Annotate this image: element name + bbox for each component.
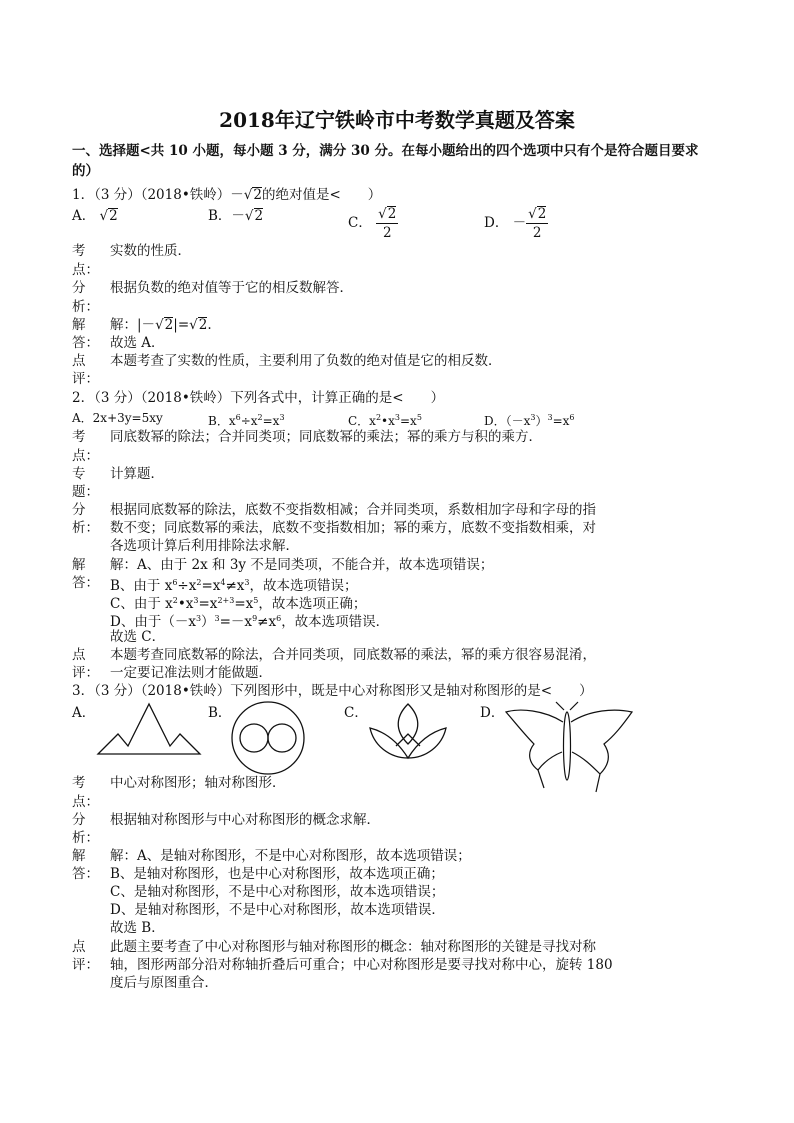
text: 解：|－	[110, 317, 156, 333]
exponent: 6	[569, 413, 575, 422]
label-fen: 分	[72, 280, 86, 296]
text: ≠x	[225, 578, 245, 594]
exponent: 3	[279, 413, 285, 422]
sqrt-symbol: √	[155, 317, 164, 333]
text: B．x	[208, 414, 236, 428]
text: •x	[177, 596, 194, 612]
exponent: 4	[220, 578, 226, 587]
q1-option-c	[348, 205, 398, 242]
q1-stem-prefix: 1．（3 分）（2018•铁岭）－	[72, 187, 244, 203]
q1-jieda-line1	[110, 316, 212, 334]
exponent: 6	[276, 614, 282, 623]
exponent: 2	[375, 413, 382, 422]
label-dian2: 点	[72, 353, 86, 369]
exponent: 2	[196, 578, 202, 587]
fraction-denominator: 2	[382, 225, 392, 241]
text: B、由于 x	[110, 578, 173, 594]
q1-option-d	[484, 205, 548, 242]
label-jie: 解	[72, 557, 86, 573]
fraction	[376, 205, 398, 242]
label-dian: 点：	[72, 262, 99, 278]
mountains-figure	[94, 700, 204, 760]
radicand: 2	[198, 317, 208, 333]
q3-option-b-label: B．	[208, 705, 232, 721]
exponent: 5	[253, 596, 259, 605]
butterfly-figure	[504, 700, 636, 796]
label-ti: 题：	[72, 484, 99, 500]
text: .	[207, 317, 212, 333]
exponent: 6	[172, 578, 178, 587]
q2-jieda-line5: 故选 C．	[110, 629, 166, 645]
text: C．x	[348, 414, 376, 428]
sqrt-symbol: √	[528, 206, 537, 222]
sqrt-symbol: √	[378, 206, 387, 222]
q2-jieda-line1: 解：A、由于 2x 和 3y 不是同类项，不能合并，故本选项错误；	[110, 557, 494, 573]
q2-option-a: A．2x+3y=5xy	[72, 411, 163, 425]
exponent: 3	[547, 413, 553, 422]
text: ，故本选项错误；	[249, 578, 358, 594]
exponent: 9	[252, 614, 258, 623]
exponent: 2	[257, 413, 263, 422]
q1-kaodian: 实数的性质．	[110, 243, 191, 259]
label-zhuan: 专	[72, 466, 86, 482]
fraction-denominator: 2	[532, 225, 542, 241]
q2-option-b	[208, 410, 285, 429]
exponent: 3	[195, 614, 202, 623]
fraction-numerator	[526, 205, 548, 224]
q3-stem: 3．（3 分）（2018•铁岭）下列图形中，既是中心对称图形又是轴对称图形的是< ）	[72, 683, 593, 699]
q2-fenxi-line2: 数不变；同底数幂的乘法，底数不变指数相加；幂的乘方，底数不变指数相乘，对	[110, 520, 596, 536]
label-xi: 析：	[72, 299, 99, 315]
text: ，故本选项正确；	[258, 596, 367, 612]
text: ）	[535, 414, 548, 428]
label-fen: 分	[72, 502, 86, 518]
sqrt-symbol: √	[243, 187, 253, 203]
label-xi: 析：	[72, 520, 99, 536]
text: C、由于 x	[110, 596, 173, 612]
text: =x	[400, 414, 417, 428]
radicand: 2	[387, 206, 397, 222]
q2-fenxi-line3: 各选项计算后利用排除法求解．	[110, 538, 299, 554]
exponent: 3	[244, 578, 250, 587]
sqrt-symbol: √	[99, 208, 109, 224]
radicand: 2	[254, 208, 264, 224]
label-ping: 评：	[72, 371, 99, 387]
q3-jieda-line1: 解：A、是轴对称图形，不是中心对称图形，故本选项错误；	[110, 848, 471, 864]
option-label: B．－	[208, 208, 245, 224]
fraction	[526, 205, 548, 242]
text: =－x	[219, 614, 253, 630]
q3-dianping-line2: 轴，图形两部分沿对称轴折叠后可重合；中心对称图形是要寻找对称中心，旋转 180	[110, 957, 613, 973]
text: ÷x	[240, 414, 258, 428]
q3-jieda-line4: D、是轴对称图形，不是中心对称图形，故本选项错误．	[110, 902, 445, 918]
text: ≠x	[257, 614, 277, 630]
exponent: 3	[214, 614, 220, 623]
q2-dianping-line2: 一定要记准法则才能做题．	[110, 665, 272, 681]
text: ）	[201, 614, 215, 630]
fraction-numerator	[376, 205, 398, 224]
section-header-line2: 的）	[72, 163, 99, 179]
q3-option-a-label: A．	[72, 705, 96, 721]
text: D、由于（－x	[110, 614, 196, 630]
exponent: 6	[235, 413, 241, 422]
q3-jieda-line2: B、是轴对称图形，也是中心对称图形，故本选项正确；	[110, 866, 444, 882]
radicand: 2	[537, 206, 547, 222]
label-dian: 点：	[72, 448, 99, 464]
label-xi: 析：	[72, 830, 99, 846]
label-kao: 考	[72, 429, 86, 445]
q3-option-d-label: D．	[480, 705, 505, 721]
label-da: 答：	[72, 575, 99, 591]
q1-stem-suffix: 的绝对值是< ）	[262, 187, 382, 203]
radicand: 2	[164, 317, 174, 333]
label-ping: 评：	[72, 957, 99, 973]
q1-fenxi: 根据负数的绝对值等于它的相反数解答．	[110, 280, 353, 296]
q1-dianping: 本题考查了实数的性质，主要利用了负数的绝对值是它的相反数．	[110, 353, 502, 369]
option-label: D．	[484, 215, 509, 231]
exponent: 2	[172, 596, 178, 605]
option-label: C．	[348, 215, 372, 231]
q1-stem	[72, 186, 381, 204]
text: =x	[552, 414, 570, 428]
q2-kaodian: 同底数幂的除法；合并同类项；同底数幂的乘法；幂的乘方与积的乘方．	[110, 429, 542, 445]
text: =x	[234, 596, 254, 612]
radicand: 2	[109, 208, 118, 224]
page-title: 2018年辽宁铁岭市中考数学真题及答案	[219, 108, 575, 132]
q2-zhuanti: 计算题．	[110, 466, 164, 482]
q3-dianping-line1: 此题主要考查了中心对称图形与轴对称图形的概念：轴对称图形的关键是寻找对称	[110, 939, 596, 955]
exponent: 3	[530, 413, 536, 422]
exponent: 3	[193, 596, 199, 605]
text: D．（－x	[484, 414, 531, 428]
label-jie: 解	[72, 848, 86, 864]
q3-kaodian: 中心对称图形；轴对称图形．	[110, 775, 286, 791]
q1-option-a	[72, 207, 118, 225]
exponent: 3	[394, 413, 400, 422]
sqrt-symbol: √	[189, 317, 198, 333]
label-ping: 评：	[72, 665, 99, 681]
q2-fenxi-line1: 根据同底数幂的除法，底数不变指数相减；合并同类项，系数相加字母和字母的指	[110, 502, 596, 518]
sqrt-symbol: √	[244, 208, 254, 224]
q2-stem: 2．（3 分）（2018•铁岭）下列各式中，计算正确的是< ）	[72, 390, 445, 406]
text: |=	[173, 317, 190, 333]
q1-stem-radicand: 2	[253, 187, 262, 203]
label-fen: 分	[72, 812, 86, 828]
q2-option-c	[348, 410, 422, 429]
label-da: 答：	[72, 335, 99, 351]
text: •x	[381, 414, 395, 428]
option-label: A．	[72, 208, 96, 224]
exponent: 5	[416, 413, 422, 422]
text: =x	[262, 414, 280, 428]
text: ，故本选项错误．	[281, 614, 390, 630]
label-jie: 解	[72, 317, 86, 333]
q1-jieda-line2: 故选 A．	[110, 335, 165, 351]
q3-jieda-line3: C、是轴对称图形，不是中心对称图形，故本选项错误；	[110, 884, 445, 900]
label-dian: 点：	[72, 794, 99, 810]
q2-option-d	[484, 410, 575, 429]
text: =x	[198, 596, 218, 612]
label-kao: 考	[72, 243, 86, 259]
q2-dianping-line1: 本题考查同底数幂的除法，合并同类项，同底数幂的乘法，幂的乘方很容易混淆，	[110, 647, 596, 663]
q3-dianping-line3: 度后与原图重合．	[110, 975, 218, 991]
minus-sign: －	[512, 215, 527, 231]
label-da: 答：	[72, 866, 99, 882]
q3-jieda-line5: 故选 B．	[110, 920, 165, 936]
q3-fenxi: 根据轴对称图形与中心对称图形的概念求解．	[110, 812, 380, 828]
text: ÷x	[177, 578, 197, 594]
double-circle-figure	[228, 700, 308, 776]
section-header-line1: 一、选择题<共 10 小题，每小题 3 分，满分 30 分。在每小题给出的四个选项中只有个是符合题目要求	[72, 143, 699, 159]
label-dian2: 点	[72, 647, 86, 663]
label-dian2: 点	[72, 939, 86, 955]
label-kao: 考	[72, 775, 86, 791]
lotus-figure	[366, 702, 450, 762]
text: =x	[201, 578, 221, 594]
exponent: 2+3	[217, 596, 235, 605]
q1-option-b	[208, 207, 263, 225]
q3-option-c-label: C．	[344, 705, 368, 721]
